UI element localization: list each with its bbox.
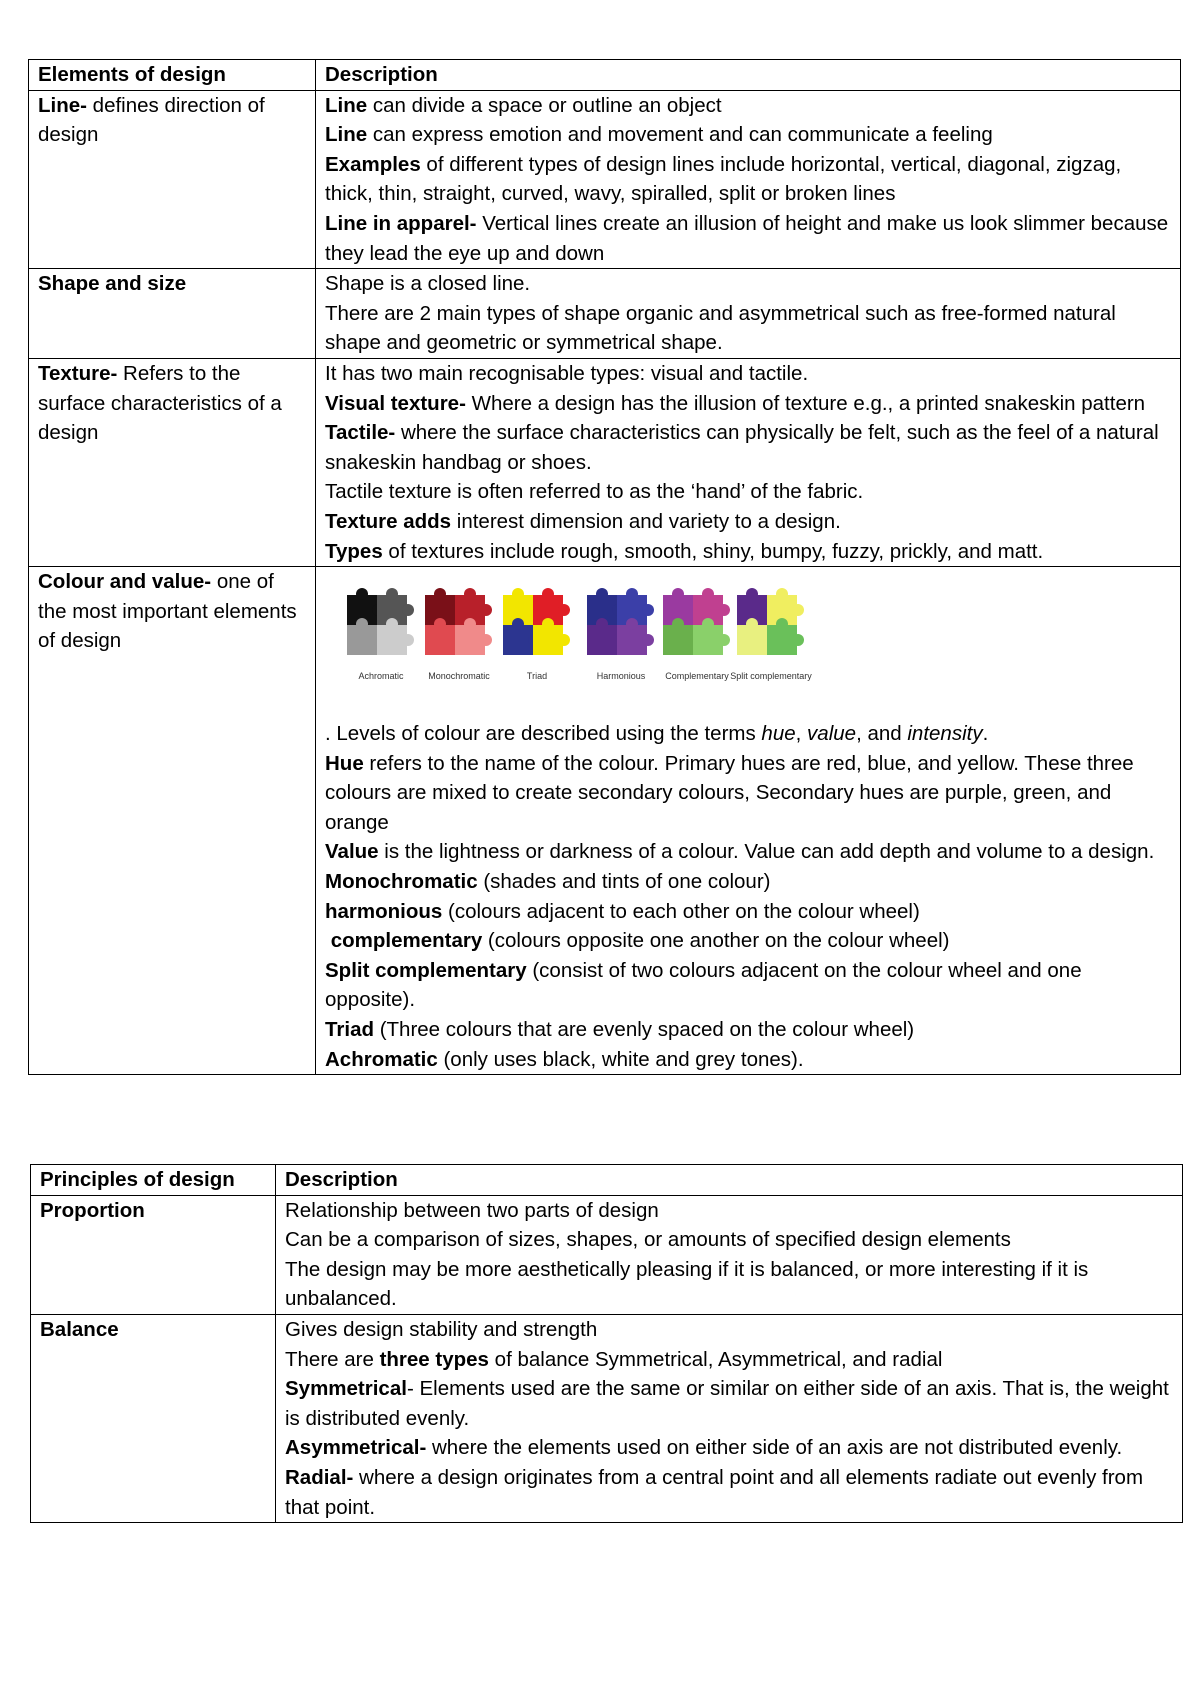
- puzzle-knob: [792, 634, 804, 646]
- header-principles: Principles of design: [31, 1165, 276, 1196]
- complementary-label: Complementary: [665, 671, 729, 682]
- row-title-colour: [29, 567, 316, 1075]
- balance-desc-3: Symmetrical- Elements used are the same or similar on either side of an axis. That is, the weight is distributed evenly.: [285, 1377, 1169, 1430]
- puzzle-knob: [386, 618, 398, 630]
- header-elements: Elements of design: [29, 60, 316, 91]
- triad-puzzle: [503, 588, 570, 681]
- row-title-proportion: Proportion: [31, 1195, 276, 1314]
- balance-desc-1: Gives design stability and strength: [285, 1317, 598, 1341]
- puzzle-knob: [558, 604, 570, 616]
- row-title-line: [29, 90, 316, 269]
- puzzle-knob: [480, 604, 492, 616]
- colour-value-text: Value is the lightness or darkness of a colour. Value can add depth and volume to a design.: [325, 840, 1155, 864]
- puzzle-knob: [746, 618, 758, 630]
- proportion-desc-1: Relationship between two parts of design: [285, 1198, 659, 1222]
- texture-desc-1: It has two main recognisable types: visual and tactile.: [325, 361, 809, 385]
- elements-of-design-table: [28, 59, 1181, 1075]
- texture-desc-6: Types of textures include rough, smooth, shiny, bumpy, fuzzy, prickly, and matt.: [325, 539, 1044, 563]
- puzzle-knob: [702, 618, 714, 630]
- principles-of-design-table: [30, 1164, 1183, 1523]
- line-title-rest: defines direction of design: [38, 93, 265, 147]
- puzzle-knob: [792, 604, 804, 616]
- puzzle-knob: [464, 618, 476, 630]
- header-description: Description: [276, 1165, 1183, 1196]
- balance-desc-2: There are three types of balance Symmetrical, Asymmetrical, and radial: [285, 1347, 943, 1371]
- row-title-balance: Balance: [31, 1314, 276, 1522]
- table-row-colour: [29, 567, 1181, 1075]
- table-row-line: [29, 90, 1181, 269]
- proportion-desc-3: The design may be more aesthetically pleasing if it is balanced, or more interesting if it is unbalanced.: [285, 1257, 1089, 1311]
- puzzle-knob: [402, 604, 414, 616]
- table-header-row: [31, 1165, 1183, 1196]
- shape-desc-2: There are 2 main types of shape organic and asymmetrical such as free-formed natural shape and geometric or symmetrical shape.: [325, 301, 1116, 355]
- row-title-shape: [29, 269, 316, 359]
- texture-title: Texture-: [38, 361, 118, 385]
- colour-harm-text: harmonious (colours adjacent to each other on the colour wheel): [325, 899, 920, 923]
- row-desc-shape: [316, 269, 1181, 359]
- puzzle-knob: [558, 634, 570, 646]
- colour-levels-text: . Levels of colour are described using the terms hue, value, and intensity.: [325, 722, 989, 746]
- table-row-texture: [29, 358, 1181, 566]
- split-complementary-puzzle: [730, 588, 812, 681]
- colour-schemes-image: [325, 567, 1172, 719]
- colour-mono-text: Monochromatic (shades and tints of one colour): [325, 870, 771, 894]
- monochromatic-puzzle: [425, 588, 492, 681]
- texture-desc-2: Visual texture- Where a design has the illusion of texture e.g., a printed snakeskin pattern: [325, 391, 1146, 415]
- achromatic-puzzle: [347, 588, 414, 681]
- puzzle-knob: [402, 634, 414, 646]
- texture-desc-3: Tactile- where the surface characteristics can physically be felt, such as the feel of a natural snakeskin handbag or shoes.: [325, 421, 1159, 474]
- table-row-shape: [29, 269, 1181, 359]
- harmonious-label: Harmonious: [596, 671, 646, 682]
- puzzle-knob: [702, 588, 714, 600]
- table-header-row: [29, 60, 1181, 91]
- puzzle-knob: [718, 604, 730, 616]
- harmonious-puzzle: [587, 588, 654, 681]
- line-desc-4: Line in apparel- Vertical lines create an illusion of height and make us look slimmer because they lead the eye up and down: [325, 211, 1169, 265]
- puzzle-knob: [542, 588, 554, 600]
- texture-title-rest: Refers to the surface characteristics of a design: [38, 361, 282, 445]
- shape-desc-1: Shape is a closed line.: [325, 272, 531, 296]
- puzzle-knob: [642, 604, 654, 616]
- table-row-proportion: [31, 1195, 1183, 1314]
- puzzle-knob: [480, 634, 492, 646]
- colour-title: Colour and value-: [38, 570, 212, 594]
- colour-split-text: Split complementary (consist of two colours adjacent on the colour wheel and one opposite).: [325, 958, 1082, 1012]
- header-description: Description: [316, 60, 1181, 91]
- puzzle-knob: [626, 588, 638, 600]
- texture-desc-5: Texture adds interest dimension and variety to a design.: [325, 509, 841, 533]
- puzzle-knob: [542, 618, 554, 630]
- line-desc-2: Line can express emotion and movement and can communicate a feeling: [325, 123, 993, 147]
- row-title-texture: [29, 358, 316, 566]
- puzzle-knob: [434, 618, 446, 630]
- puzzle-knob: [746, 588, 758, 600]
- proportion-desc-2: Can be a comparison of sizes, shapes, or amounts of specified design elements: [285, 1228, 1011, 1252]
- puzzle-knob: [434, 588, 446, 600]
- shape-title: Shape and size: [38, 272, 187, 296]
- table-row-balance: [31, 1314, 1183, 1522]
- puzzle-knob: [672, 618, 684, 630]
- row-desc-proportion: [276, 1195, 1183, 1314]
- colour-hue-text: Hue refers to the name of the colour. Primary hues are red, blue, and yellow. These three colours are mixed to create secondary colours, Secondary hues are purple, green, and orange: [325, 751, 1134, 834]
- puzzle-knob: [386, 588, 398, 600]
- colour-triad-text: Triad (Three colours that are evenly spaced on the colour wheel): [325, 1018, 915, 1042]
- split-complementary-label: Split complementary: [730, 671, 812, 682]
- row-desc-colour: [316, 567, 1181, 1075]
- puzzle-knob: [512, 588, 524, 600]
- balance-desc-5: Radial- where a design originates from a central point and all elements radiate out evenly from that point.: [285, 1465, 1144, 1519]
- line-title: Line-: [38, 93, 87, 117]
- texture-desc-4: Tactile texture is often referred to as the ‘hand’ of the fabric.: [325, 480, 864, 504]
- puzzle-knob: [718, 634, 730, 646]
- row-desc-line: [316, 90, 1181, 269]
- colour-title-rest: one of the most important elements of design: [38, 570, 297, 653]
- puzzle-knob: [776, 588, 788, 600]
- balance-desc-4: Asymmetrical- where the elements used on either side of an axis are not distributed evenly.: [285, 1436, 1123, 1460]
- puzzle-knob: [642, 634, 654, 646]
- puzzle-knob: [356, 618, 368, 630]
- line-desc-3: Examples of different types of design lines include horizontal, vertical, diagonal, zigzag, thick, thin, straight, curved, wavy, spiralled, split or broken lines: [325, 152, 1122, 206]
- row-desc-balance: [276, 1314, 1183, 1522]
- puzzle-knob: [596, 588, 608, 600]
- achromatic-label: Achromatic: [358, 671, 404, 682]
- puzzle-knob: [464, 588, 476, 600]
- puzzle-knob: [356, 588, 368, 600]
- puzzle-knob: [512, 618, 524, 630]
- row-desc-texture: [316, 358, 1181, 566]
- colour-achro-text: Achromatic (only uses black, white and grey tones).: [325, 1047, 804, 1071]
- line-desc-1: Line can divide a space or outline an object: [325, 93, 722, 117]
- puzzle-knob: [596, 618, 608, 630]
- puzzle-knob: [672, 588, 684, 600]
- puzzle-knob: [776, 618, 788, 630]
- complementary-puzzle: [663, 588, 730, 681]
- colour-comp-text: complementary (colours opposite one another on the colour wheel): [330, 929, 950, 953]
- triad-label: Triad: [526, 671, 548, 682]
- puzzle-knob: [626, 618, 638, 630]
- monochromatic-label: Monochromatic: [428, 671, 490, 682]
- colour-puzzle-illustration: [325, 567, 825, 719]
